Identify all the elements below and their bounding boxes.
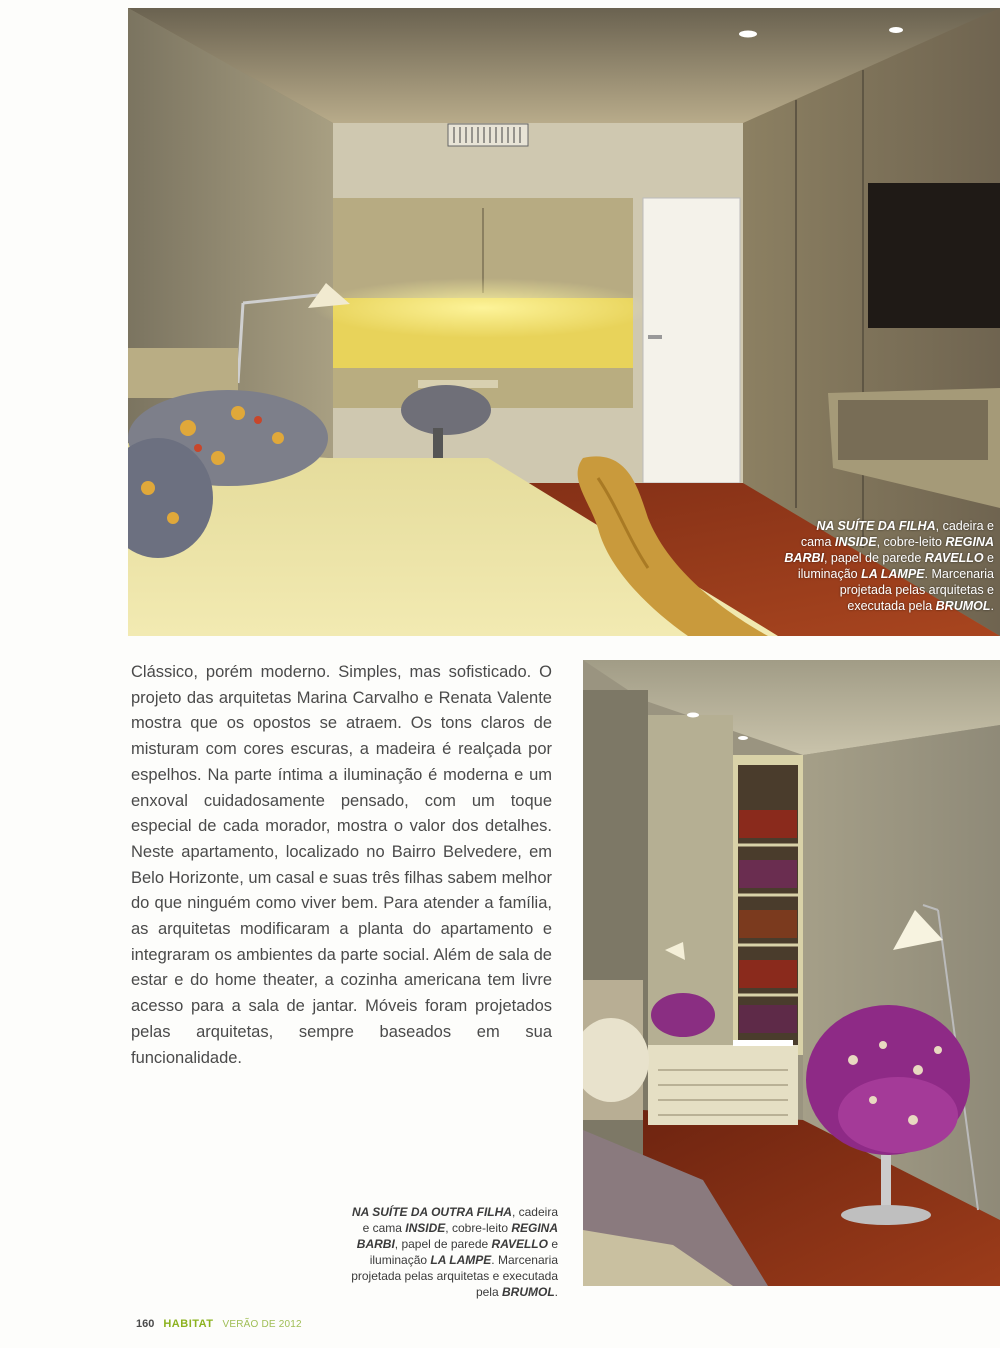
page-number: 160 [136,1318,155,1330]
magazine-name: HABITAT [163,1318,214,1330]
caption-bottom-heading: NA SUÍTE DA OUTRA FILHA [351,1205,512,1219]
caption-top-heading: NA SUÍTE DA FILHA [816,519,936,533]
caption-bottom: NA SUÍTE DA OUTRA FILHA, cadeira e cama INSIDE, cobre-leito REGINA BARBI, papel de parede RAVELLO e iluminação LA LAMPE. Marcenaria projetada pelas arquitetas e executada pela BRUMOL. [351,1205,558,1299]
photo-suite-da-outra-filha [583,660,1000,1286]
article-body: Clássico, porém moderno. Simples, mas sofisticado. O projeto das arquitetas Marina Carvalho e Renata Valente mostra que os opostos se atraem. Os tons claros de misturam com cores escuras, a madeira é realçada por espelhos. Na parte íntima a iluminação é moderna e um enxoval cuidadosamente pensado, com um toque especial de cada morador, mostra o valor dos detalhes. Neste apartamento, localizado no Bairro Belvedere, em Belo Horizonte, um casal e suas três filhas sabem melhor do que ninguém como viver bem. Para atender a família, as arquitetas modificaram a planta do apartamento e integraram os ambientes da parte social. Além de sala de estar e do home theater, a cozinha americana tem livre acesso para a sala de jantar. Móveis foram projetados pelas arquitetas, sempre baseados em sua funcionalidade. [131,663,552,1067]
issue-label: VERÃO DE 2012 [222,1319,302,1330]
caption-top: NA SUÍTE DA FILHA, cadeira e cama INSIDE, cobre-leito REGINA BARBI, papel de parede RAVELLO e iluminação LA LAMPE. Marcenaria projetada pelas arquitetas e executada pela BRUMOL. [784,519,994,613]
page-footer [136,1318,302,1330]
